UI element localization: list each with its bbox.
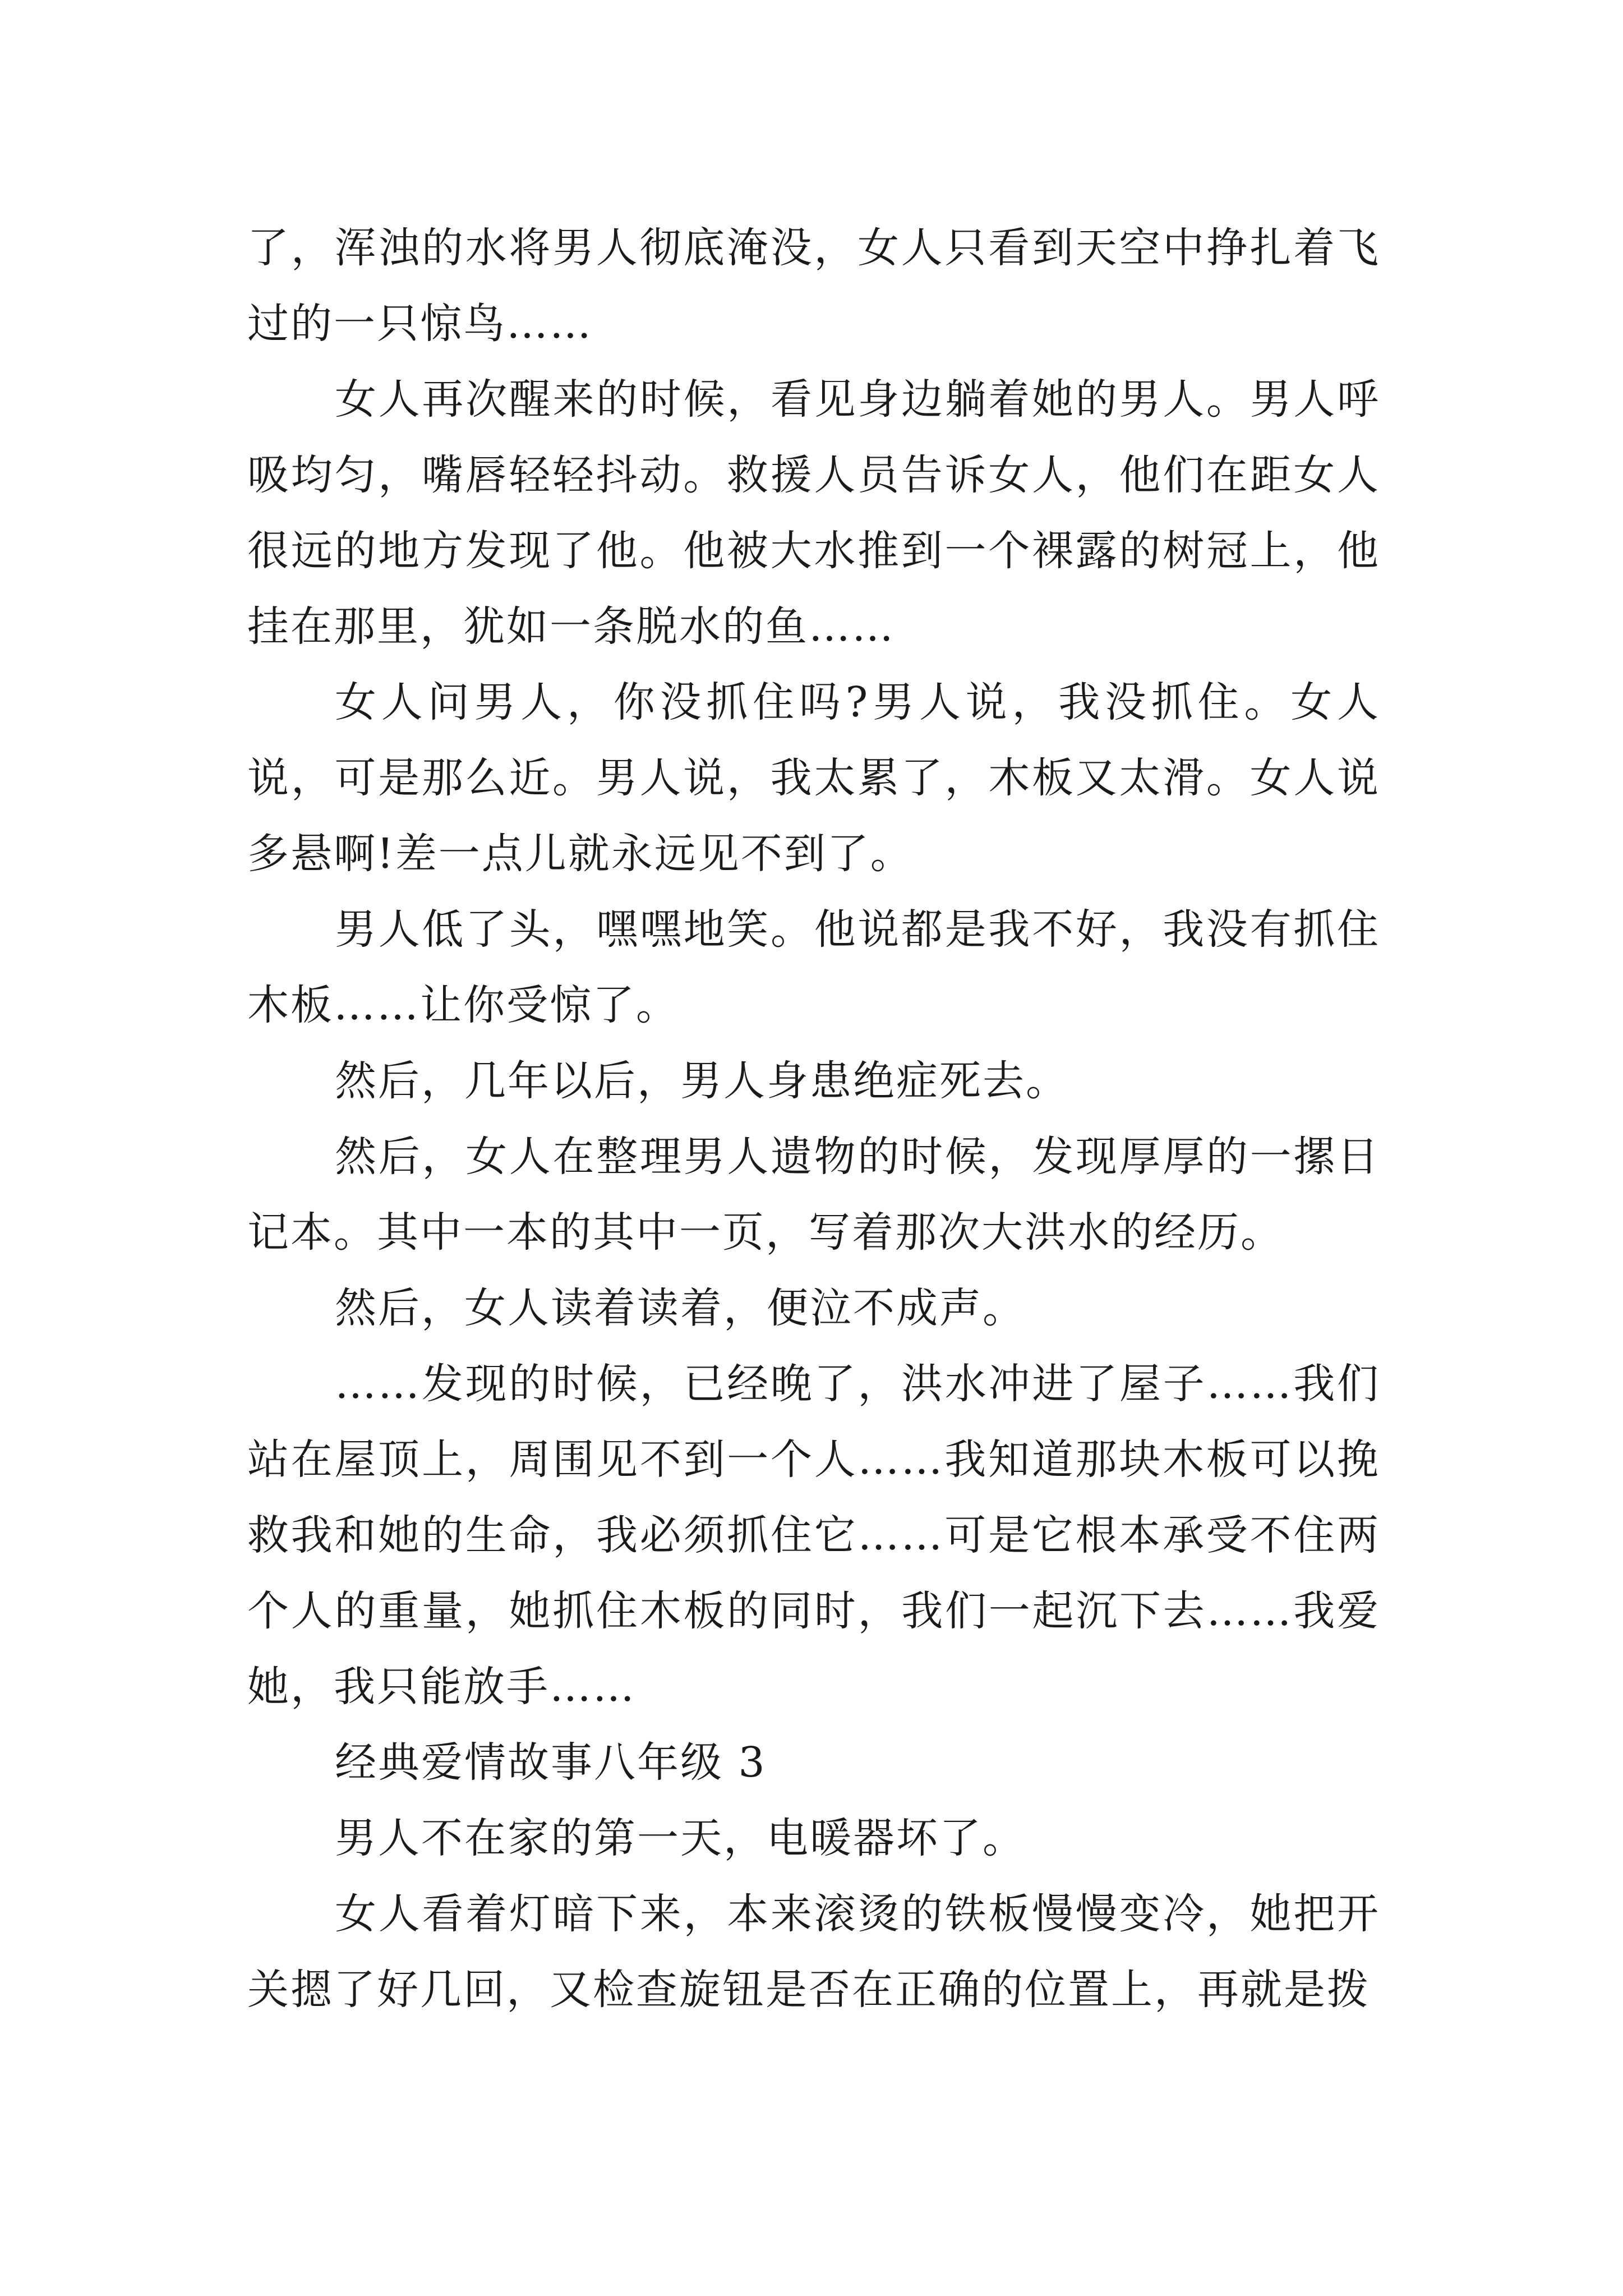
- paragraph-1: 了，浑浊的水将男人彻底淹没，女人只看到天空中挣扎着飞过的一只惊鸟……: [247, 224, 1380, 348]
- paragraph-6: 然后，女人在整理男人遗物的时候，发现厚厚的一摞日记本。其中一本的其中一页，写着那次大洪水的经历。: [247, 1133, 1380, 1257]
- section-heading: 经典爱情故事八年级 3: [335, 1738, 767, 1787]
- paragraph-5: 然后，几年以后，男人身患绝症死去。: [335, 1057, 1069, 1105]
- paragraph-2: 女人再次醒来的时候，看见身边躺着她的男人。男人呼吸均匀，嘴唇轻轻抖动。救援人员告诉女人，他们在距女人很远的地方发现了他。他被大水推到一个裸露的树冠上，他挂在那里，犹如一条脱水的鱼……: [247, 375, 1380, 651]
- paragraph-7: 然后，女人读着读着，便泣不成声。: [335, 1284, 1026, 1332]
- document-body: [247, 210, 1380, 2028]
- paragraph-3: 女人问男人，你没抓住吗?男人说，我没抓住。女人说，可是那么近。男人说，我太累了，木板又太滑。女人说多悬啊!差一点儿就永远见不到了。: [247, 678, 1380, 878]
- paragraph-10: 女人看着灯暗下来，本来滚烫的铁板慢慢变冷，她把开关摁了好几回，又检查旋钮是否在正确的位置上，再就是拨: [247, 1890, 1380, 2014]
- paragraph-8: ……发现的时候，已经晚了，洪水冲进了屋子……我们站在屋顶上，周围见不到一个人……我知道那块木板可以挽救我和她的生命，我必须抓住它……可是它根本承受不住两个人的重量，她抓住木板的同时，我们一起沉下去……我爱她，我只能放手……: [247, 1360, 1380, 1711]
- paragraph-4: 男人低了头，嘿嘿地笑。他说都是我不好，我没有抓住木板……让你受惊了。: [247, 905, 1380, 1029]
- paragraph-9: 男人不在家的第一天，电暖器坏了。: [335, 1814, 1026, 1862]
